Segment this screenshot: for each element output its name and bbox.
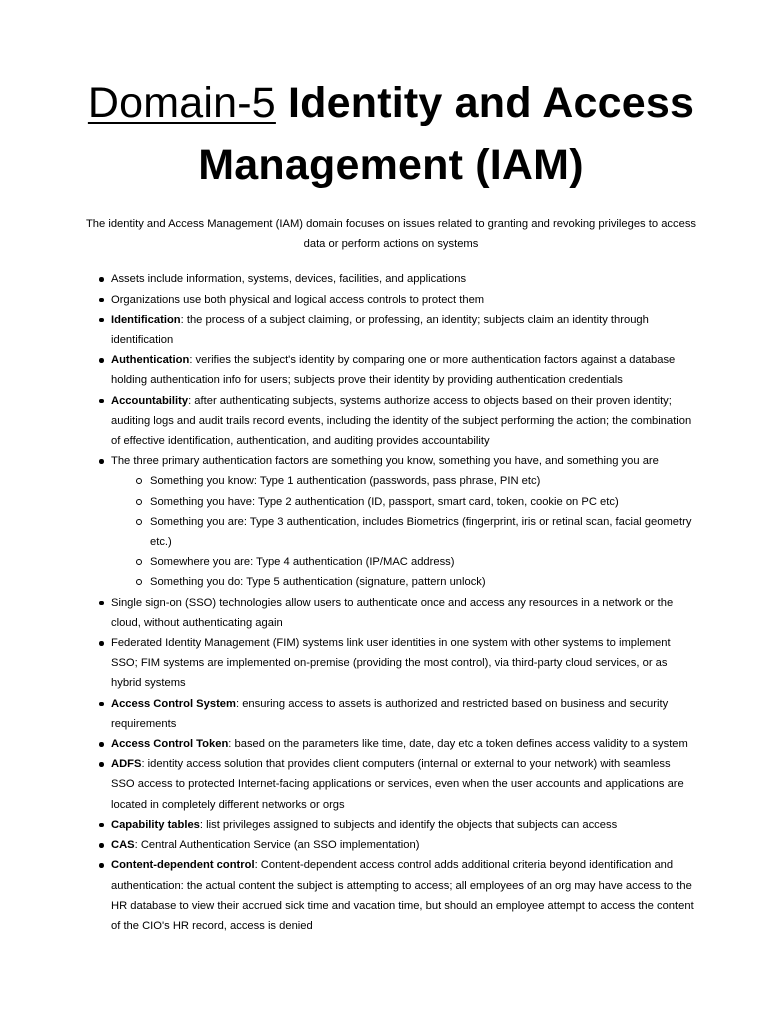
title-main: Identity and Access Management (IAM) [198,79,695,189]
list-item [111,391,696,452]
bullet-list [86,269,696,936]
sublist-item: Something you know: Type 1 authentication (passwords, pass phrase, PIN etc) [150,471,696,491]
list-item [111,633,696,694]
list-item [111,310,696,350]
list-item [111,350,696,390]
list-item [111,451,696,592]
list-item-term: Authentication [111,354,190,367]
list-item-text: : the process of a subject claiming, or professing, an identity; subjects claim an identity through identification [111,313,649,347]
sublist-item: Somewhere you are: Type 4 authentication (IP/MAC address) [150,552,696,572]
list-item-text: : ensuring access to assets is authorized and restricted based on business and security requirements [111,697,669,730]
sublist-item: Something you do: Type 5 authentication (signature, pattern unlock) [150,572,696,592]
list-item [111,815,696,835]
list-item-term: Identification [111,313,181,326]
list-item-text: : based on the parameters like time, date, day etc a token defines access validity to a system [228,738,688,751]
list-item-term: Content-dependent control [111,859,255,872]
list-item-term: ADFS [111,758,142,771]
list-item-term: Capability tables [111,818,200,831]
list-item-text: : verifies the subject's identity by comparing one or more authentication factors against a database holding authentication info for users; subjects prove their identity by providing authentication credentials [111,354,676,387]
list-item [111,855,696,936]
list-item-text: Single sign-on (SSO) technologies allow users to authenticate once and access any resources in a network or the cloud, without authenticating again [111,596,674,629]
list-item [111,269,696,289]
intro-paragraph: The identity and Access Management (IAM) domain focuses on issues related to granting and revoking privileges to access data or perform actions on systems [85,218,697,251]
sublist-item: Something you are: Type 3 authentication, includes Biometrics (fingerprint, iris or retinal scan, facial geometry etc.) [150,512,696,552]
list-item [111,754,696,815]
list-item [111,593,696,633]
list-item-text: The three primary authentication factors are something you know, something you have, and something you are [111,455,659,468]
list-item-text: : Content-dependent access control adds additional criteria beyond identification and authentication: the actual content the subject is attempting to access; all employees of an org may have access to the HR database to view their accrued sick time and vacation time, but should an employee attempt to access the content of the CIO's HR record, access is denied [111,859,694,932]
sublist-item: Something you have: Type 2 authentication (ID, passport, smart card, token, cookie on PC etc) [150,492,696,512]
list-item-text: Federated Identity Management (FIM) systems link user identities in one system with other systems to implement SSO; FIM systems are implemented on-premise (providing the most control), via third-party cloud services, or as hybrid systems [111,637,671,690]
list-item [111,694,696,734]
list-item-term: CAS [111,839,135,852]
list-item-text: Organizations use both physical and logical access controls to protect them [111,293,485,306]
list-item-term: Accountability [111,394,189,407]
list-item [111,835,696,855]
page-title [86,0,696,196]
list-item-text: : Central Authentication Service (an SSO implementation) [134,839,420,852]
list-item-text: : list privileges assigned to subjects and identify the objects that subjects can access [199,818,618,831]
title-domain-label: Domain-5 [87,79,276,127]
list-item [111,290,696,310]
list-item [111,734,696,754]
list-item-text: : after authenticating subjects, systems authorize access to objects based on their proven identity; auditing logs and audit trails record events, including the identity of the subject performing the action; the combination of effective identification, authentication, and auditing provides accountability [111,394,692,448]
factor-sublist [111,471,696,592]
list-item-term: Access Control System [111,697,236,710]
list-item-text: Assets include information, systems, devices, facilities, and applications [111,273,467,286]
list-item-text: : identity access solution that provides client computers (internal or external to your network) with seamless SSO access to protected Internet-facing applications or services, even when the user accounts and applications are located in completely different networks or orgs [111,758,684,811]
list-item-term: Access Control Token [111,738,229,751]
